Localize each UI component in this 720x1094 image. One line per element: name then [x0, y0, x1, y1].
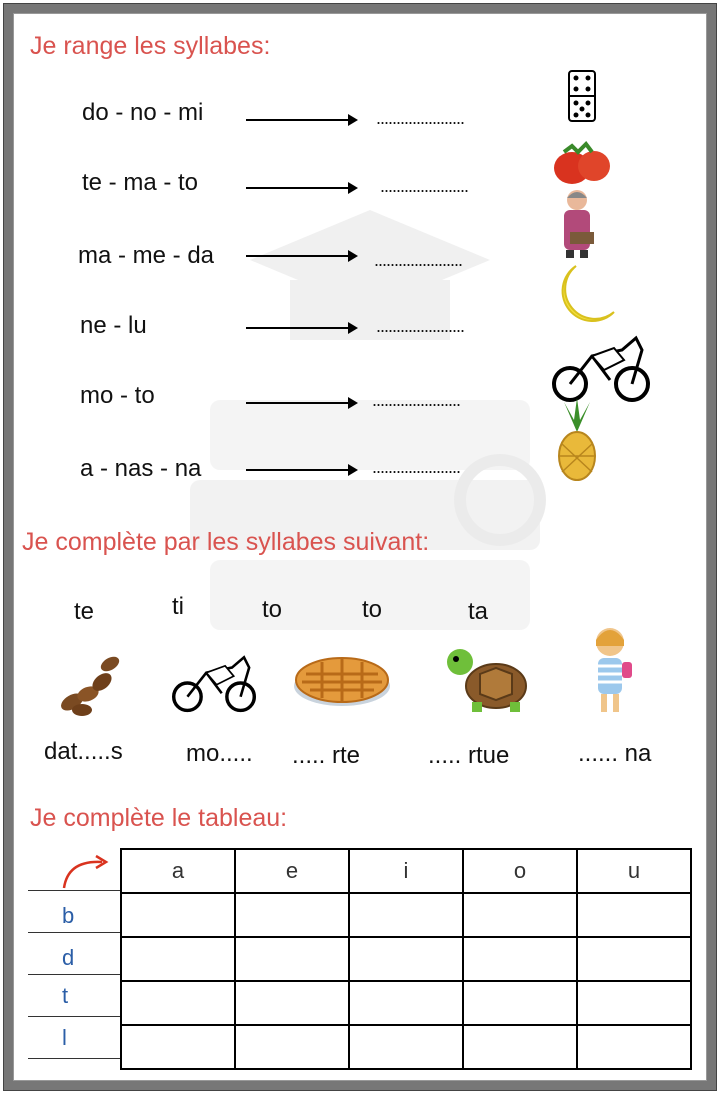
answer-line[interactable]: ...................... [380, 176, 469, 196]
table-cell[interactable] [463, 981, 577, 1025]
table-cell[interactable] [463, 937, 577, 981]
column-header: u [577, 849, 691, 893]
table-cell[interactable] [235, 981, 349, 1025]
column-header: o [463, 849, 577, 893]
word-blank[interactable]: ...... na [578, 740, 652, 767]
table-cell[interactable] [463, 1025, 577, 1069]
arrow-icon [246, 402, 356, 404]
motorbike-icon [552, 330, 650, 406]
watermark-books-icon [170, 200, 570, 640]
pineapple-icon [552, 398, 602, 482]
syllables-text: ma - me - da [78, 242, 215, 269]
answer-line[interactable]: ...................... [376, 108, 465, 128]
tart-icon [292, 652, 392, 710]
dates-icon [52, 654, 122, 718]
row-label: b [62, 903, 75, 928]
grandmother-icon [552, 188, 602, 260]
answer-line[interactable]: ...................... [374, 250, 463, 270]
table-cell[interactable] [235, 937, 349, 981]
tomato-icon [552, 138, 612, 188]
table-cell[interactable] [577, 937, 691, 981]
table-cell[interactable] [349, 937, 463, 981]
word-blank[interactable]: ..... rte [292, 742, 361, 769]
table-row [121, 937, 691, 981]
word-blank[interactable]: ..... rtue [428, 742, 510, 769]
table-cell[interactable] [577, 981, 691, 1025]
table-cell[interactable] [235, 1025, 349, 1069]
table-cell[interactable] [349, 1025, 463, 1069]
table-cell[interactable] [121, 937, 235, 981]
row-divider [28, 1016, 120, 1017]
column-header: a [121, 849, 235, 893]
table-row [121, 981, 691, 1025]
curved-arrow-icon [58, 852, 112, 890]
table-row [121, 1025, 691, 1069]
row-label: d [62, 945, 75, 970]
table-cell[interactable] [349, 893, 463, 937]
table-cell[interactable] [349, 981, 463, 1025]
table-row [121, 893, 691, 937]
table-cell[interactable] [121, 1025, 235, 1069]
table-cell[interactable] [577, 1025, 691, 1069]
arrow-icon [246, 119, 356, 121]
syllables-text: te - ma - to [82, 169, 199, 196]
arrow-icon [246, 327, 356, 329]
answer-line[interactable]: ...................... [372, 457, 461, 477]
motorbike-icon [172, 650, 256, 716]
syllable-option: ti [172, 593, 184, 620]
column-header: i [349, 849, 463, 893]
syllable-option: to [362, 596, 383, 623]
answer-line[interactable]: ...................... [376, 316, 465, 336]
row-divider [28, 890, 120, 891]
row-divider [28, 1058, 120, 1059]
arrow-icon [246, 255, 356, 257]
syllable-option: to [262, 596, 283, 623]
syllables-text: ne - lu [80, 312, 147, 339]
girl-icon [586, 624, 634, 716]
table-cell[interactable] [121, 893, 235, 937]
turtle-icon [444, 644, 530, 716]
syllables-text: mo - to [80, 382, 155, 409]
syllable-option: ta [468, 598, 489, 625]
syllable-option: te [74, 598, 95, 625]
table-cell[interactable] [121, 981, 235, 1025]
section2-title: Je complète par les syllabes suivant: [22, 528, 430, 556]
table-cell[interactable] [463, 893, 577, 937]
syllables-text: do - no - mi [82, 99, 204, 126]
row-divider [28, 974, 120, 975]
word-blank[interactable]: mo..... [186, 740, 253, 767]
column-header: e [235, 849, 349, 893]
row-divider [28, 932, 120, 933]
table-cell[interactable] [577, 893, 691, 937]
word-blank[interactable]: dat.....s [44, 738, 123, 765]
row-label: l [62, 1025, 67, 1050]
syllable-table [120, 848, 692, 1070]
table-header-row [121, 849, 691, 893]
table-cell[interactable] [235, 893, 349, 937]
row-label: t [62, 983, 69, 1008]
arrow-icon [246, 469, 356, 471]
section3-title: Je complète le tableau: [30, 804, 288, 832]
arrow-icon [246, 187, 356, 189]
answer-line[interactable]: ...................... [372, 390, 461, 410]
syllables-text: a - nas - na [80, 455, 202, 482]
domino-icon [568, 70, 596, 122]
moon-icon [552, 262, 616, 328]
section1-title: Je range les syllabes: [30, 32, 271, 60]
